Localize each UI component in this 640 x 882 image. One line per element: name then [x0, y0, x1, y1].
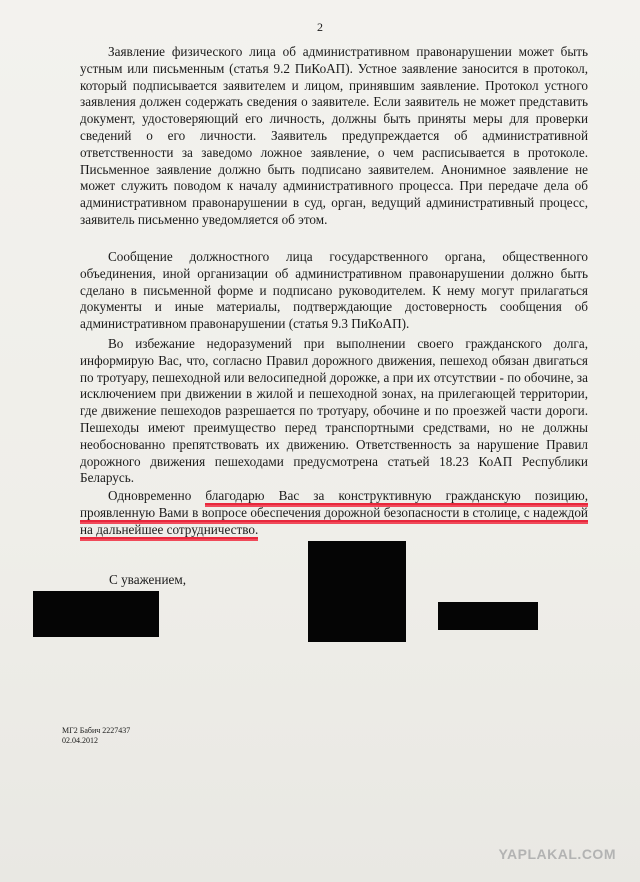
page-number: 2	[317, 20, 323, 34]
paragraph-gratitude	[80, 488, 588, 538]
gratitude-lead: Одновременно	[108, 488, 206, 503]
paragraph-official-report: Сообщение должностного лица государственного органа, общественного объединения, иной организации об административном правонарушении должно быть сделано в письменной форме и подписано руководителем. К нему могут прилагаться документы и иные материалы, подтверждающие достоверность сообщения об административном правонарушении (статья 9.3 ПиКоАП).	[80, 249, 588, 332]
footnote-executor: МГ2 Бабич 2227437	[62, 726, 131, 735]
paragraph-individual-statement: Заявление физического лица об административном правонарушении может быть устным или письменным (статья 9.2 ПиКоАП). Устное заявление заносится в протокол, который подписывается заявителем и лицом, принявшим заявление. Протокол устного заявления должен содержать сведения о заявителе. Если заявитель не может представить документ, удостоверяющий его личность, должны быть приняты меры для проверки сведений о его личности. Заявитель предупреждается об административной ответственности за заведомо ложное заявление, о чем расписывается в протоколе. Письменное заявление должно быть подписано заявителем. Анонимное заявление не может служить поводом к началу административного процесса. При передаче дела об административном правонарушении в суд, орган, ведущий административный процесс, заявитель письменно уведомляется об этом.	[80, 44, 588, 227]
watermark: YAPLAKAL.COM	[498, 846, 616, 862]
redacted-signature-block	[308, 541, 406, 642]
closing-salutation: С уважением,	[109, 572, 186, 587]
redacted-name-block	[438, 602, 538, 630]
redacted-position-block	[33, 591, 159, 637]
paragraph-pedestrian-rules: Во избежание недоразумений при выполнении своего гражданского долга, информирую Вас, что, согласно Правил дорожного движения, пешеход обязан двигаться по тротуару, пешеходной или велосипедной дорожке, а при их отсутствии - по обочине, за исключением при движении в жилой и пешеходной зонах, на прилегающей территории, где движение пешеходов разрешается по тротуару, обочине и по проезжей части дороги. Пешеходы имеют преимущество перед транспортными средствами, но не должны необоснованно препятствовать их движению. Ответственность за нарушение Правил дорожного движения пешеходами предусмотрена статьей 18.23 КоАП Республики Беларусь.	[80, 336, 588, 486]
highlighted-gratitude-text: благодарю Вас за конструктивную гражданскую позицию, проявленную Вами в вопросе обеспечения дорожной безопасности в столице, с надеждой на дальнейшее сотрудничество.	[80, 488, 588, 537]
footnote-date: 02.04.2012	[62, 736, 98, 745]
executor-footnote	[62, 726, 130, 746]
